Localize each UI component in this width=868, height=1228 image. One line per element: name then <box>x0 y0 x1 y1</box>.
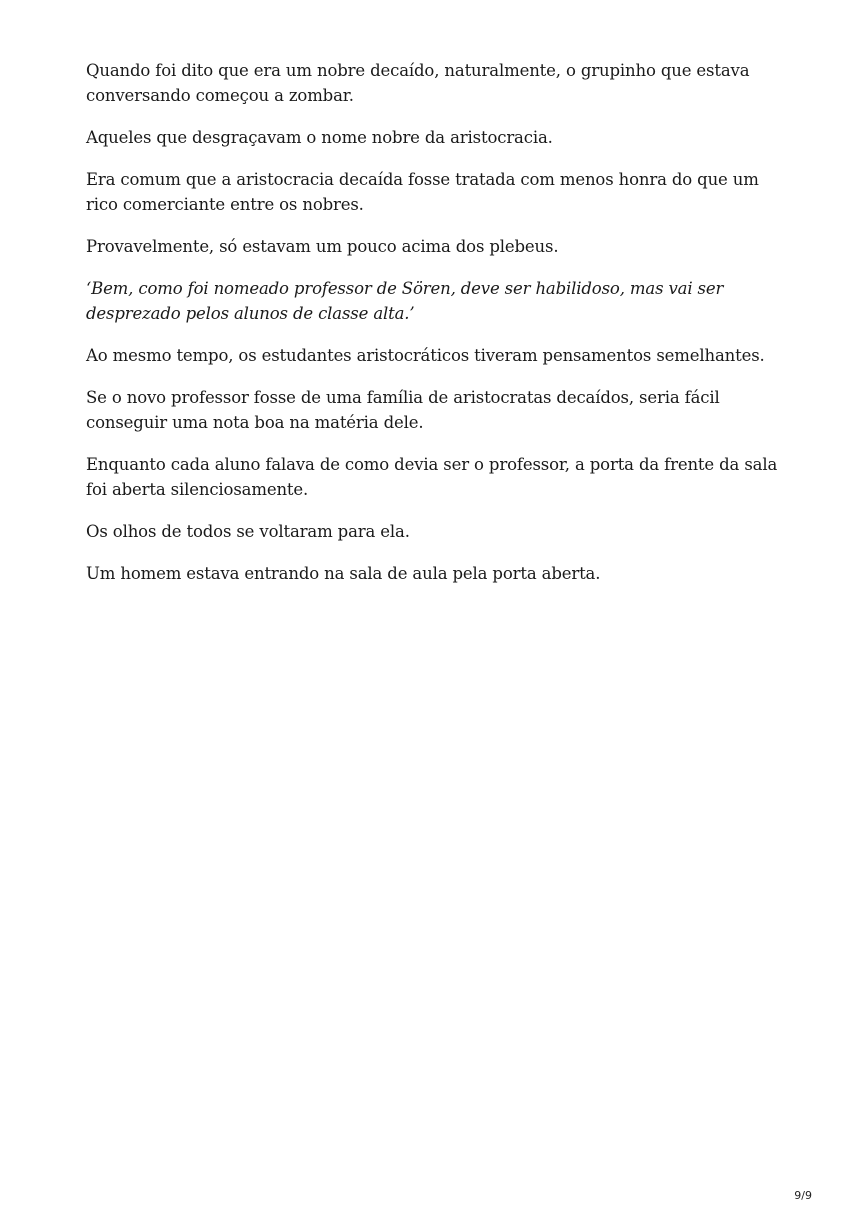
paragraph: Era comum que a aristocracia decaída fosse tratada com menos honra do que um rico comerciante entre os nobres. <box>86 170 759 214</box>
paragraph: Aqueles que desgraçavam o nome nobre da aristocracia. <box>86 128 553 147</box>
paragraph: Os olhos de todos se voltaram para ela. <box>86 522 410 541</box>
paragraph: Se o novo professor fosse de uma família de aristocratas decaídos, seria fácil conseguir uma nota boa na matéria dele. <box>86 388 720 432</box>
paragraph: Enquanto cada aluno falava de como devia ser o professor, a porta da frente da sala foi aberta silenciosamente. <box>86 455 778 499</box>
paragraph: Quando foi dito que era um nobre decaído, naturalmente, o grupinho que estava conversando começou a zombar. <box>86 61 750 105</box>
italic-paragraph: ‘Bem, como foi nomeado professor de Sören, deve ser habilidoso, mas vai ser desprezado pelos alunos de classe alta.’ <box>86 279 724 323</box>
paragraph: Um homem estava entrando na sala de aula pela porta aberta. <box>86 564 601 583</box>
page-number: 9/9 <box>794 1189 812 1202</box>
paragraph: Ao mesmo tempo, os estudantes aristocráticos tiveram pensamentos semelhantes. <box>86 346 765 365</box>
document-body <box>86 58 786 603</box>
paragraph: Provavelmente, só estavam um pouco acima dos plebeus. <box>86 237 559 256</box>
